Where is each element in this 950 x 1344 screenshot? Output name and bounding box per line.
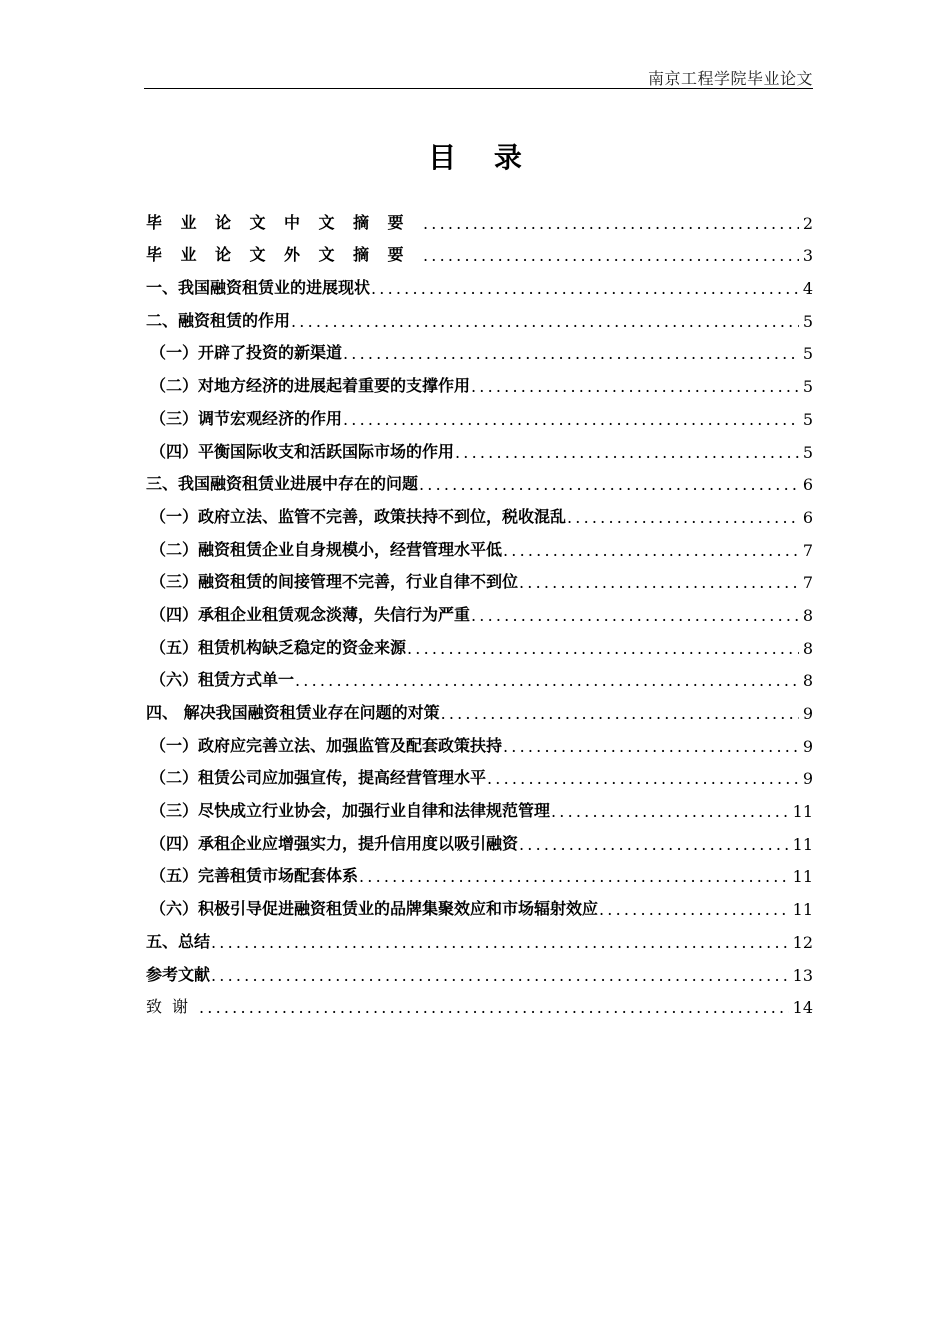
toc-entry[interactable]	[146, 788, 813, 821]
dot-leader	[343, 410, 799, 429]
toc-entry[interactable]	[146, 690, 813, 723]
toc-entry[interactable]	[146, 854, 813, 887]
toc-entry-label: （五）租赁机构缺乏稳定的资金来源	[150, 637, 407, 657]
toc-entry[interactable]	[146, 658, 813, 691]
toc-entry[interactable]	[146, 985, 813, 1018]
toc-entry[interactable]	[146, 233, 813, 266]
toc-entry-page: 5	[802, 377, 813, 397]
toc-entry[interactable]	[146, 756, 813, 789]
dot-leader	[599, 900, 789, 919]
toc-entry-label: （三）尽快成立行业协会，加强行业自律和法律规范管理	[150, 801, 551, 821]
toc-entry-label: 一、我国融资租赁业的进展现状	[146, 278, 371, 298]
toc-entry-label: （四）承租企业租赁观念淡薄，失信行为严重	[150, 604, 471, 624]
toc-entry-page: 5	[802, 311, 813, 331]
toc-entry-label: （一）政府应完善立法、加强监管及配套政策扶持	[150, 735, 503, 755]
toc-entry-label: （三）融资租赁的间接管理不完善，行业自律不到位	[150, 572, 519, 592]
header-rule	[144, 88, 813, 89]
toc-entry-page: 2	[802, 213, 813, 233]
dot-leader	[419, 475, 799, 494]
dot-leader	[567, 508, 799, 527]
toc-entry[interactable]	[146, 429, 813, 462]
toc-entry[interactable]	[146, 265, 813, 298]
toc-entry-page: 9	[802, 769, 813, 789]
toc-entry[interactable]	[146, 396, 813, 429]
dot-leader	[291, 312, 799, 331]
dot-leader	[471, 606, 799, 625]
dot-leader	[519, 835, 789, 854]
toc-entry-label: 四、 解决我国融资租赁业存在问题的对策	[146, 703, 440, 722]
toc-entry-label: 五、总结	[146, 931, 211, 951]
dot-leader	[211, 966, 789, 985]
dot-leader	[359, 867, 789, 886]
toc-entry-label: 毕业论文中文摘要	[146, 212, 423, 232]
toc-entry[interactable]	[146, 298, 813, 331]
toc-entry-page: 5	[802, 409, 813, 429]
dot-leader	[455, 443, 799, 462]
toc-entry-page: 13	[792, 965, 813, 985]
toc-entry-label: （六）积极引导促进融资租赁业的品牌集聚效应和市场辐射效应	[150, 899, 599, 919]
dot-leader	[343, 344, 799, 363]
running-header: 南京工程学院毕业论文	[647, 69, 813, 88]
dot-leader	[519, 573, 799, 592]
toc-entry-page: 6	[802, 507, 813, 527]
toc-entry[interactable]	[146, 494, 813, 527]
toc-entry-page: 11	[792, 802, 813, 822]
toc-entry-page: 8	[802, 671, 813, 691]
toc-entry[interactable]	[146, 363, 813, 396]
dot-leader	[551, 802, 789, 821]
dot-leader	[503, 541, 799, 560]
toc-entry-page: 11	[792, 834, 813, 854]
toc-entry[interactable]	[146, 821, 813, 854]
toc-entry[interactable]	[146, 331, 813, 364]
dot-leader	[295, 671, 799, 690]
dot-leader	[423, 214, 799, 233]
toc-entry-page: 9	[802, 704, 813, 723]
toc-entry-page: 11	[792, 900, 813, 920]
toc-entry-page: 4	[802, 279, 813, 299]
toc-entry[interactable]	[146, 952, 813, 985]
toc-entry-label: （四）平衡国际收支和活跃国际市场的作用	[150, 441, 455, 461]
toc-entry-page: 11	[792, 867, 813, 887]
toc-entry-page: 8	[802, 638, 813, 658]
toc-entry-page: 7	[802, 540, 813, 560]
toc-entry-label: 三、我国融资租赁业进展中存在的问题	[146, 474, 419, 494]
toc-entry-page: 7	[802, 573, 813, 593]
toc-entry-page: 3	[802, 246, 813, 266]
dot-leader	[423, 246, 799, 265]
toc-entry[interactable]	[146, 592, 813, 625]
toc-entry-label: （二）融资租赁企业自身规模小，经营管理水平低	[150, 539, 503, 559]
dot-leader	[487, 769, 799, 788]
toc-entry[interactable]	[146, 462, 813, 495]
toc-entry-label: 参考文献	[146, 964, 211, 984]
dot-leader	[371, 279, 799, 298]
toc-entry-label: 毕业论文外文摘要	[146, 245, 423, 265]
toc-entry-label: （六）租赁方式单一	[150, 670, 295, 690]
dot-leader	[471, 377, 799, 396]
toc-entry-page: 12	[792, 932, 813, 952]
toc-entry-label: （二）对地方经济的进展起着重要的支撑作用	[150, 376, 471, 396]
toc-entry[interactable]	[146, 200, 813, 233]
toc-entry-label: 二、融资租赁的作用	[146, 310, 291, 330]
toc-entry-label: （三）调节宏观经济的作用	[150, 408, 343, 428]
toc-entry-label: 致谢	[146, 997, 199, 1017]
dot-leader	[211, 933, 789, 952]
dot-leader	[199, 998, 789, 1017]
toc-entry-page: 9	[802, 736, 813, 756]
toc-entry[interactable]	[146, 886, 813, 919]
dot-leader	[407, 639, 799, 658]
dot-leader	[503, 737, 799, 756]
toc-entry[interactable]	[146, 560, 813, 593]
toc-entry[interactable]	[146, 527, 813, 560]
toc-entry-label: （四）承租企业应增强实力，提升信用度以吸引融资	[150, 833, 519, 853]
toc-entry-page: 8	[802, 605, 813, 625]
toc-entry[interactable]	[146, 625, 813, 658]
toc-entry-label: （一）政府立法、监管不完善，政策扶持不到位，税收混乱	[150, 506, 567, 526]
toc-entry-label: （五）完善租赁市场配套体系	[150, 866, 359, 886]
toc-entry-page: 5	[802, 344, 813, 364]
page-title: 目 录	[428, 141, 536, 174]
toc-entry-page: 6	[802, 475, 813, 495]
toc-entry[interactable]	[146, 919, 813, 952]
table-of-contents	[146, 200, 813, 1017]
toc-entry-page: 14	[792, 998, 813, 1018]
toc-entry[interactable]	[146, 723, 813, 756]
toc-entry-page: 5	[802, 442, 813, 462]
dot-leader	[441, 704, 799, 723]
toc-entry-label: （一）开辟了投资的新渠道	[150, 343, 343, 363]
toc-entry-label: （二）租赁公司应加强宣传，提高经营管理水平	[150, 768, 487, 788]
